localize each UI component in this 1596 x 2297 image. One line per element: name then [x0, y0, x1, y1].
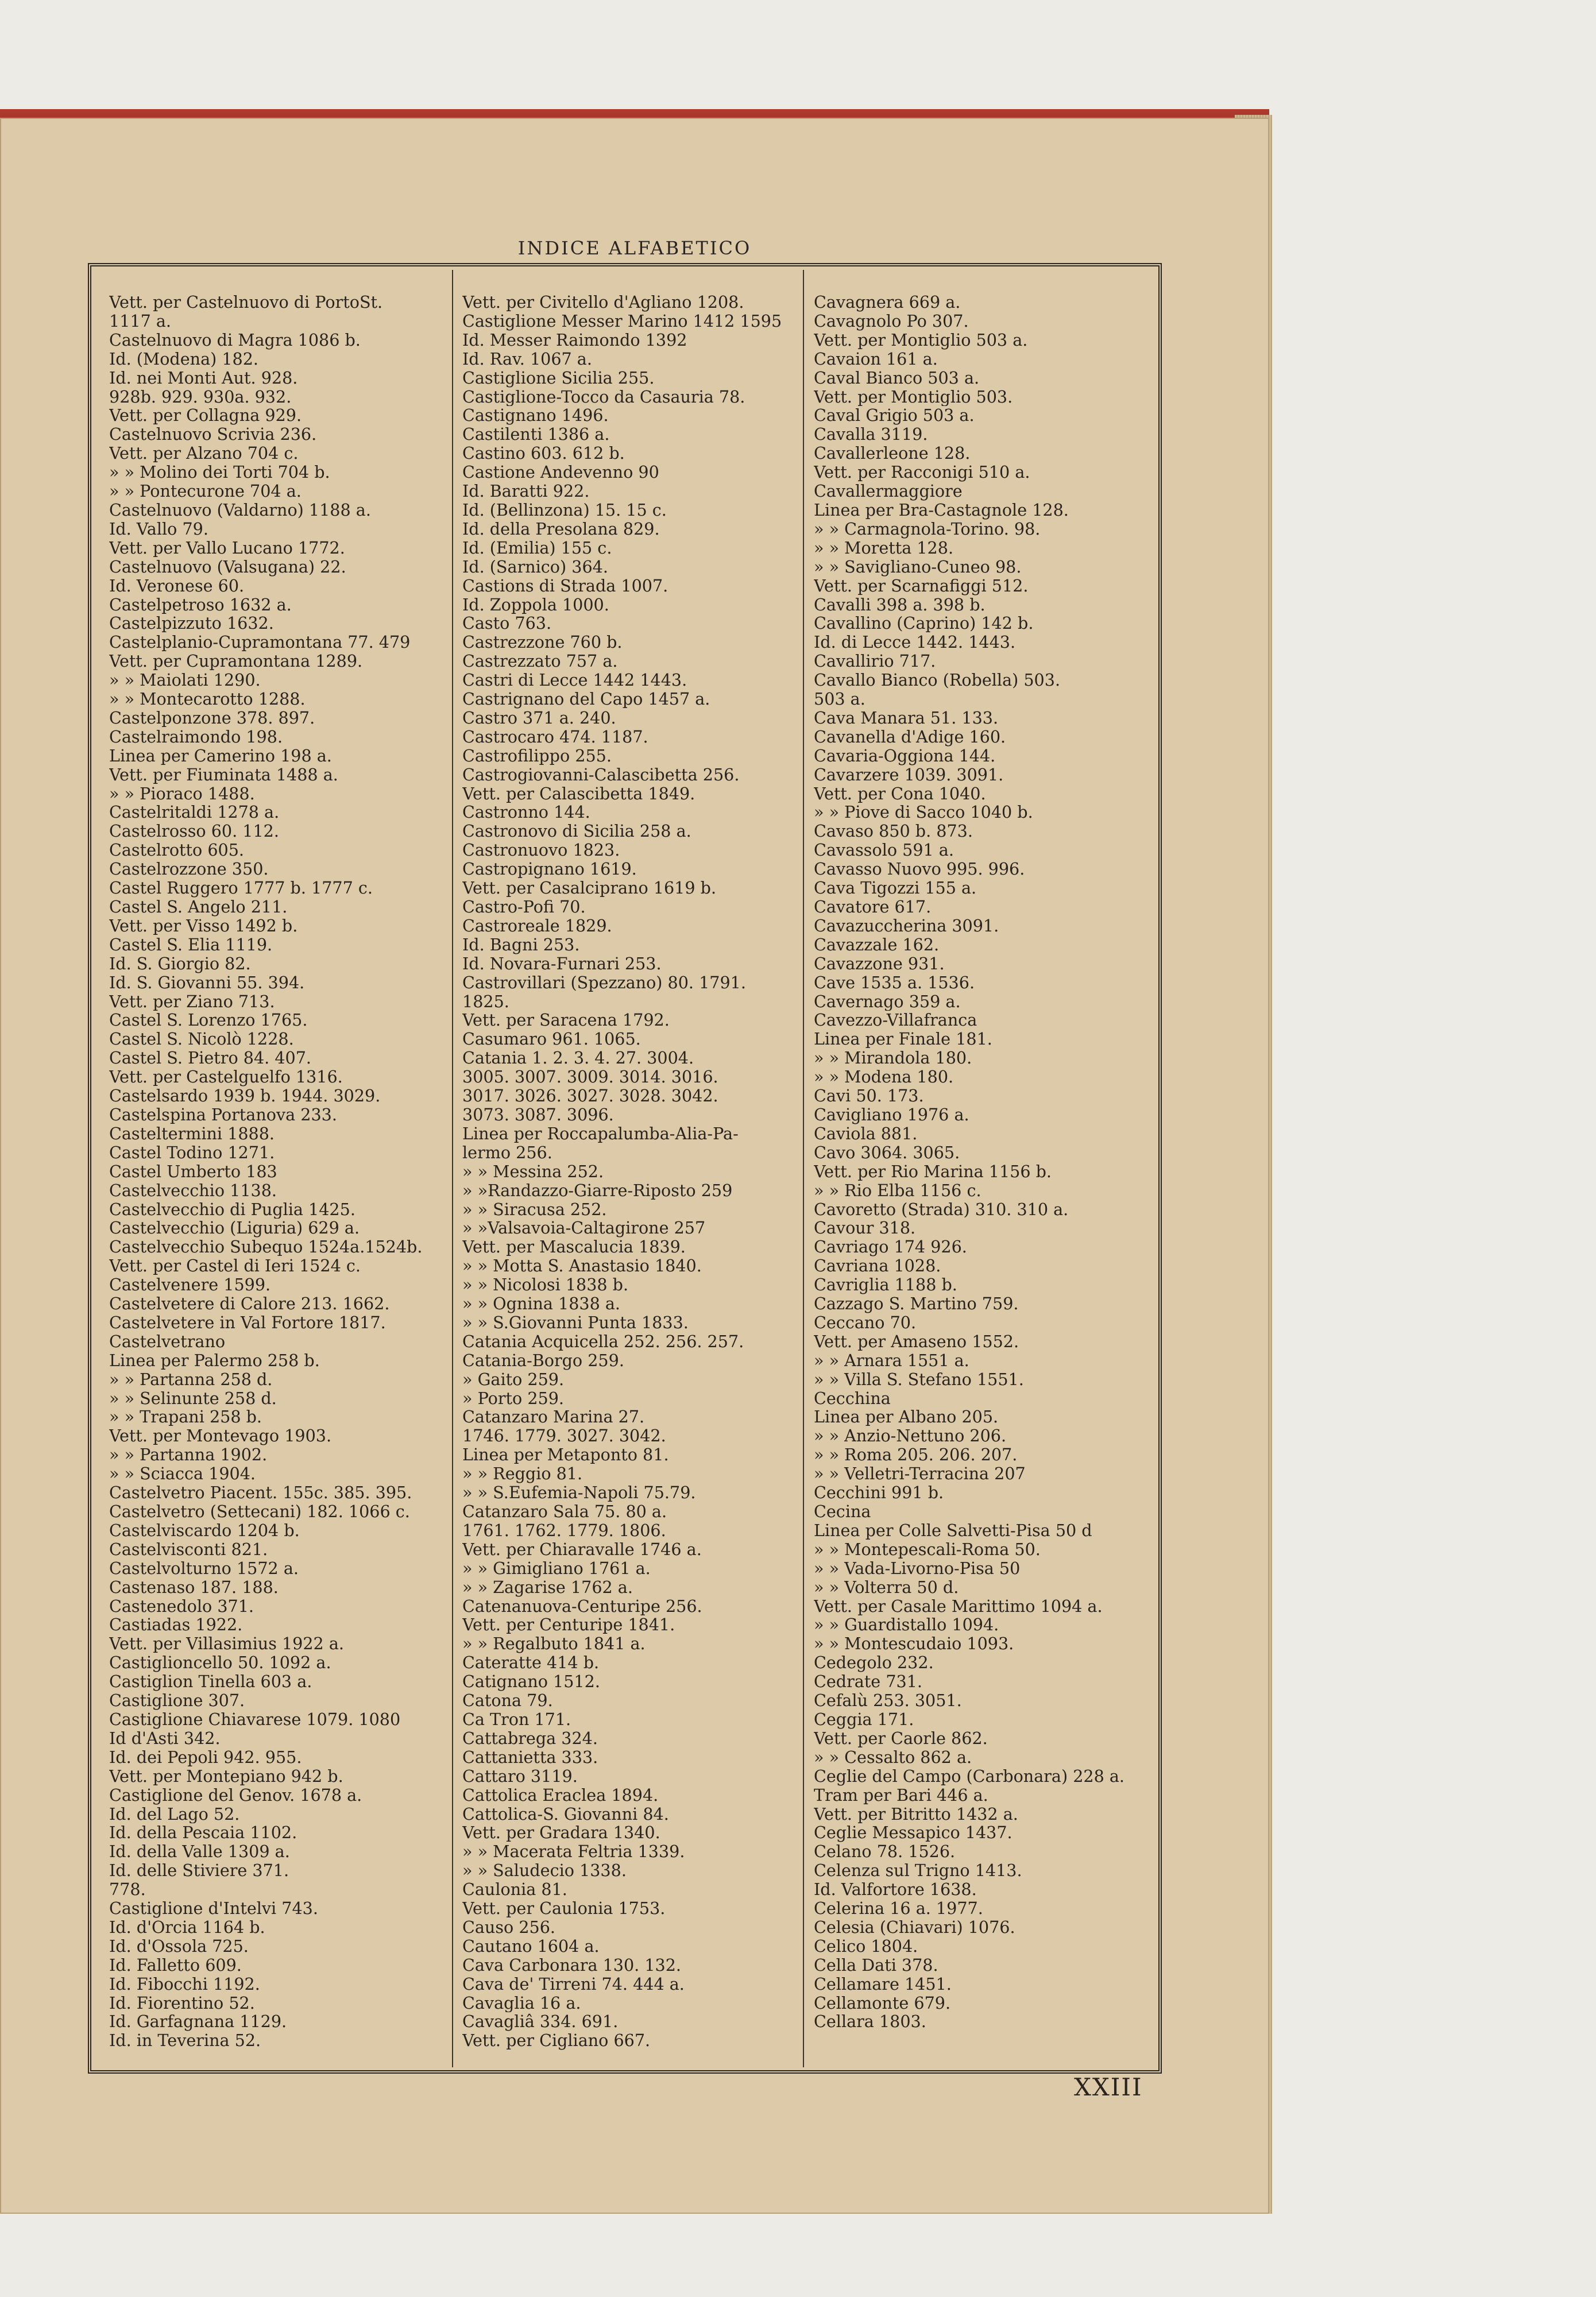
index-entry: Castignano 1496. — [462, 406, 609, 426]
column-rule — [803, 270, 804, 2067]
index-entry: Castilenti 1386 a. — [462, 425, 610, 444]
index-entry: » » Moretta 128. — [814, 538, 954, 558]
index-entry: Ca Tron 171. — [462, 1710, 571, 1729]
index-entry: » » Roma 205. 206. 207. — [814, 1445, 1018, 1465]
index-entry: Cefalù 253. 3051. — [814, 1691, 962, 1710]
index-entry: Castenedolo 371. — [109, 1596, 254, 1616]
index-entry: Cavallermaggiore — [814, 482, 963, 501]
index-entry: Castelritaldi 1278 a. — [109, 803, 280, 822]
index-entry: Linea per Albano 205. — [814, 1407, 999, 1427]
index-entry: » » Messina 252. — [462, 1162, 604, 1181]
index-entry: Vett. per Bitritto 1432 a. — [814, 1804, 1018, 1824]
index-entry: Castel S. Nicolò 1228. — [109, 1030, 294, 1049]
index-entry: Casto 763. — [462, 614, 552, 633]
index-entry: Cavagnera 669 a. — [814, 293, 961, 312]
index-entry: » » Sciacca 1904. — [109, 1464, 256, 1484]
index-entry: Castelplanio-Cupramontana 77. 479 — [109, 633, 411, 652]
index-entry: Celenza sul Trigno 1413. — [814, 1861, 1022, 1881]
index-entry: » » Modena 180. — [814, 1068, 954, 1087]
index-entry: » Gaito 259. — [462, 1370, 565, 1389]
index-entry: » » Cessalto 862 a. — [814, 1747, 972, 1767]
index-entry: Vett. per Civitello d'Agliano 1208. — [462, 293, 744, 312]
index-entry: Castropignano 1619. — [462, 860, 637, 879]
index-entry: Castelnuovo Scrivia 236. — [109, 425, 317, 444]
index-entry: Vett. per Casale Marittimo 1094 a. — [814, 1596, 1103, 1616]
index-entry: Id. Baratti 922. — [462, 482, 590, 501]
index-entry: Linea per Colle Salvetti-Pisa 50 d — [814, 1521, 1092, 1540]
index-entry: » » Gimigliano 1761 a. — [462, 1559, 651, 1578]
index-entry: Cavriana 1028. — [814, 1256, 941, 1276]
index-entry: Id. della Pescaia 1102. — [109, 1823, 297, 1843]
index-entry: » » S.Eufemia-Napoli 75.79. — [462, 1483, 696, 1502]
index-entry: » » Pontecurone 704 a. — [109, 482, 302, 501]
index-entry: » » Motta S. Anastasio 1840. — [462, 1256, 702, 1276]
index-entry: Cavoretto (Strada) 310. 310 a. — [814, 1200, 1069, 1219]
index-entry: Castel Umberto 183 — [109, 1162, 277, 1181]
index-entry: Id. Falletto 609. — [109, 1955, 242, 1975]
index-entry: Tram per Bari 446 a. — [814, 1785, 988, 1805]
index-entry: Castiglioncello 50. 1092 a. — [109, 1653, 331, 1673]
index-entry: Castino 603. 612 b. — [462, 444, 625, 463]
index-entry: Castelviscardo 1204 b. — [109, 1521, 300, 1540]
index-entry: » » Zagarise 1762 a. — [462, 1577, 633, 1597]
index-entry: Castronuovo 1823. — [462, 841, 620, 860]
index-entry: Vett. per Casalciprano 1619 b. — [462, 879, 717, 898]
index-entry: Castel S. Elia 1119. — [109, 935, 273, 954]
index-entry: Castelvisconti 821. — [109, 1540, 268, 1559]
index-entry: » » Maiolati 1290. — [109, 671, 261, 690]
index-entry: » » Mirandola 180. — [814, 1049, 972, 1068]
index-entry: » » Ognina 1838 a. — [462, 1294, 621, 1313]
index-entry: Catanzaro Sala 75. 80 a. — [462, 1502, 667, 1521]
index-entry: Vett. per Saracena 1792. — [462, 1011, 670, 1030]
index-entry: Vett. per Montepiano 942 b. — [109, 1766, 343, 1786]
index-entry: Catania 1. 2. 3. 4. 27. 3004. — [462, 1049, 694, 1068]
index-entry: » » Velletri-Terracina 207 — [814, 1464, 1026, 1484]
index-entry: Castione Andevenno 90 — [462, 463, 659, 482]
index-entry: Castelpetroso 1632 a. — [109, 595, 292, 614]
index-entry: 3073. 3087. 3096. — [462, 1105, 614, 1124]
index-entry: » » Vada-Livorno-Pisa 50 — [814, 1559, 1021, 1578]
index-entry: » » Piove di Sacco 1040 b. — [814, 803, 1033, 822]
index-entry: Cecina — [814, 1502, 871, 1521]
index-entry: Cavriago 174 926. — [814, 1238, 967, 1257]
index-entry: Castel Ruggero 1777 b. 1777 c. — [109, 879, 373, 898]
index-entry: Cavatore 617. — [814, 898, 932, 917]
index-entry: Id. Valfortore 1638. — [814, 1880, 977, 1900]
index-entry: » » Pioraco 1488. — [109, 784, 255, 803]
index-entry: Id. nei Monti Aut. 928. — [109, 368, 298, 388]
index-entry: Cavarzere 1039. 3091. — [814, 765, 1004, 784]
index-entry: Catignano 1512. — [462, 1672, 600, 1692]
index-entry: Cavazzale 162. — [814, 935, 940, 954]
index-entry: Castelvecchio Subequo 1524a.1524b. — [109, 1238, 423, 1257]
index-entry: Cavazuccherina 3091. — [814, 916, 999, 935]
index-entry: 503 a. — [814, 690, 865, 709]
index-entry: Castelvetere in Val Fortore 1817. — [109, 1313, 386, 1332]
index-entry: Castelvetrano — [109, 1332, 226, 1351]
index-entry: Cecchini 991 b. — [814, 1483, 944, 1502]
index-entry: Castions di Strada 1007. — [462, 576, 668, 595]
index-entry: » » S.Giovanni Punta 1833. — [462, 1313, 689, 1332]
index-entry: » » Saludecio 1338. — [462, 1861, 627, 1881]
index-entry: Castelspina Portanova 233. — [109, 1105, 337, 1124]
index-entry: Id. Garfagnana 1129. — [109, 2012, 287, 2032]
index-entry: Id. (Emilia) 155 c. — [462, 538, 612, 558]
index-entry: Cavallo Bianco (Robella) 503. — [814, 671, 1061, 690]
index-entry: 928b. 929. 930a. 932. — [109, 387, 292, 407]
index-entry: Castenaso 187. 188. — [109, 1577, 279, 1597]
index-entry: » » Savigliano-Cuneo 98. — [814, 557, 1022, 577]
index-entry: » » Nicolosi 1838 b. — [462, 1275, 629, 1295]
index-entry: Vett. per Alzano 704 c. — [109, 444, 299, 463]
index-entry: Castel Todino 1271. — [109, 1143, 275, 1162]
index-entry: Vett. per Villasimius 1922 a. — [109, 1634, 344, 1654]
index-entry: Castri di Lecce 1442 1443. — [462, 671, 687, 690]
index-entry: » » Siracusa 252. — [462, 1200, 607, 1219]
index-entry: Casumaro 961. 1065. — [462, 1030, 641, 1049]
index-entry: Castrezzone 760 b. — [462, 633, 623, 652]
index-entry: Castelnuovo di Magra 1086 b. — [109, 330, 361, 350]
index-entry: Castelvecchio 1138. — [109, 1181, 277, 1200]
index-entry: Id. delle Stiviere 371. — [109, 1861, 289, 1881]
index-entry: Cella Dati 378. — [814, 1955, 938, 1975]
index-entry: Caviola 881. — [814, 1124, 918, 1143]
index-entry: Cavo 3064. 3065. — [814, 1143, 960, 1162]
index-entry: Causo 256. — [462, 1917, 555, 1937]
index-entry: Id. (Bellinzona) 15. 15 c. — [462, 500, 667, 520]
index-entry: Castelnuovo (Valdarno) 1188 a. — [109, 500, 371, 520]
index-entry: Id. d'Orcia 1164 b. — [109, 1917, 265, 1937]
index-entry: Vett. per Centuripe 1841. — [462, 1615, 675, 1635]
index-entry: Cavallirio 717. — [814, 652, 936, 671]
index-entry: » » Trapani 258 b. — [109, 1407, 262, 1427]
index-entry: Cecchina — [814, 1389, 891, 1408]
index-entry: Vett. per Montiglio 503. — [814, 387, 1013, 407]
index-entry: Casteltermini 1888. — [109, 1124, 275, 1143]
index-entry: Vett. per Caorle 862. — [814, 1728, 988, 1748]
index-entry: Cavezzo-Villafranca — [814, 1011, 977, 1030]
index-entry: Celano 78. 1526. — [814, 1842, 956, 1862]
index-entry: Castelvecchio (Liguria) 629 a. — [109, 1219, 360, 1238]
index-entry: Castiglione Messer Marino 1412 1595 — [462, 311, 782, 331]
index-entry: Catona 79. — [462, 1691, 553, 1710]
index-entry: Celerina 16 a. 1977. — [814, 1899, 983, 1918]
index-entry: Vett. per Scarnafiggi 512. — [814, 576, 1029, 595]
index-entry: Cattabrega 324. — [462, 1728, 598, 1748]
index-entry: Cedegolo 232. — [814, 1653, 934, 1673]
index-entry: Castelrosso 60. 112. — [109, 822, 279, 841]
index-entry: Cavagliâ 334. 691. — [462, 2012, 619, 2032]
index-entry: Id. Veronese 60. — [109, 576, 245, 595]
index-entry: Vett. per Gradara 1340. — [462, 1823, 660, 1843]
index-entry: Vett. per Castel di Ieri 1524 c. — [109, 1256, 361, 1276]
index-entry: Castro 371 a. 240. — [462, 708, 616, 728]
index-entry: Cava Manara 51. 133. — [814, 708, 999, 728]
index-entry: Castelvolturno 1572 a. — [109, 1559, 299, 1578]
index-entry: Castelnuovo (Valsugana) 22. — [109, 557, 346, 577]
index-entry: Cavasso Nuovo 995. 996. — [814, 860, 1025, 879]
index-entry: Castelvenere 1599. — [109, 1275, 271, 1295]
index-entry: Celesia (Chiavari) 1076. — [814, 1917, 1015, 1937]
index-entry: » » Arnara 1551 a. — [814, 1351, 969, 1370]
index-entry: Id. d'Ossola 725. — [109, 1936, 249, 1956]
index-entry: Vett. per Cupramontana 1289. — [109, 652, 363, 671]
index-entry: Vett. per Castelnuovo di PortoSt. — [109, 293, 383, 312]
index-entry: Castiglione del Genov. 1678 a. — [109, 1785, 362, 1805]
index-entry: Castiglione d'Intelvi 743. — [109, 1899, 318, 1918]
index-entry: » » Partanna 258 d. — [109, 1370, 273, 1389]
index-entry: Castrogiovanni-Calascibetta 256. — [462, 765, 740, 784]
index-entry: Cavanella d'Adige 160. — [814, 727, 1006, 747]
index-entry: Id. S. Giovanni 55. 394. — [109, 973, 305, 992]
index-entry: Vett. per Montevago 1903. — [109, 1426, 332, 1446]
index-entry: Id. della Presolana 829. — [462, 519, 660, 539]
index-entry: Castiadas 1922. — [109, 1615, 243, 1635]
index-entry: Vett. per Fiuminata 1488 a. — [109, 765, 338, 784]
index-entry: Cautano 1604 a. — [462, 1936, 600, 1956]
index-entry: Castronovo di Sicilia 258 a. — [462, 822, 691, 841]
index-entry: Castiglione-Tocco da Casauria 78. — [462, 387, 745, 407]
index-entry: Cavalli 398 a. 398 b. — [814, 595, 986, 614]
index-entry: Cavaglia 16 a. — [462, 1993, 581, 2013]
index-entry: » »Randazzo-Giarre-Riposto 259 — [462, 1181, 733, 1200]
index-entry: Vett. per Caulonia 1753. — [462, 1899, 666, 1918]
index-entry: Castel S. Angelo 211. — [109, 898, 288, 917]
index-entry: » » Selinunte 258 d. — [109, 1389, 277, 1408]
index-entry: Cavaso 850 b. 873. — [814, 822, 973, 841]
index-column-1 — [109, 293, 436, 2050]
index-entry: 1746. 1779. 3027. 3042. — [462, 1426, 666, 1446]
index-entry: » » Volterra 50 d. — [814, 1577, 959, 1597]
index-entry: Cavaria-Oggiona 144. — [814, 746, 996, 765]
index-entry: Id. del Lago 52. — [109, 1804, 240, 1824]
column-rule — [452, 270, 453, 2067]
index-entry: Id. Bagni 253. — [462, 935, 580, 954]
index-entry: Cavalla 3119. — [814, 425, 928, 444]
index-entry: Id d'Asti 342. — [109, 1728, 221, 1748]
index-entry: Id. di Lecce 1442. 1443. — [814, 633, 1016, 652]
index-entry: Vett. per Visso 1492 b. — [109, 916, 298, 935]
index-entry: Caval Bianco 503 a. — [814, 368, 980, 388]
index-entry: Cavernago 359 a. — [814, 992, 961, 1011]
index-entry: Ceglie del Campo (Carbonara) 228 a. — [814, 1766, 1125, 1786]
index-entry: Vett. per Collagna 929. — [109, 406, 302, 426]
index-entry: Castelsardo 1939 b. 1944. 3029. — [109, 1086, 381, 1105]
index-entry: Castelponzone 378. 897. — [109, 708, 315, 728]
index-entry: lermo 256. — [462, 1143, 552, 1162]
index-entry: Cattolica-S. Giovanni 84. — [462, 1804, 669, 1824]
index-entry: » » Regalbuto 1841 a. — [462, 1634, 646, 1654]
index-entry: Linea per Palermo 258 b. — [109, 1351, 320, 1370]
index-entry: Linea per Metaponto 81. — [462, 1445, 669, 1465]
index-entry: Castelraimondo 198. — [109, 727, 283, 747]
index-entry: Castelrozzone 350. — [109, 860, 269, 879]
index-entry: Castrofilippo 255. — [462, 746, 612, 765]
index-entry: Id. Fibocchi 1192. — [109, 1974, 260, 1994]
index-entry: Vett. per Mascalucia 1839. — [462, 1238, 686, 1257]
index-entry: 3005. 3007. 3009. 3014. 3016. — [462, 1068, 718, 1087]
index-entry: Cazzago S. Martino 759. — [814, 1294, 1019, 1313]
index-entry: » » Guardistallo 1094. — [814, 1615, 999, 1635]
index-entry: » » Partanna 1902. — [109, 1445, 268, 1465]
index-entry: » Porto 259. — [462, 1389, 565, 1408]
index-entry: Caval Grigio 503 a. — [814, 406, 975, 426]
index-entry: Id. Novara-Furnari 253. — [462, 954, 662, 973]
index-entry: Cave 1535 a. 1536. — [814, 973, 975, 992]
index-entry: Cellara 1803. — [814, 2012, 926, 2032]
index-entry: Vett. per Montiglio 503 a. — [814, 330, 1028, 350]
index-column-2 — [462, 293, 790, 2050]
index-entry: Castiglione Sicilia 255. — [462, 368, 655, 388]
index-entry: Castrezzato 757 a. — [462, 652, 618, 671]
index-entry: Cavigliano 1976 a. — [814, 1105, 969, 1124]
index-entry: Vett. per Cona 1040. — [814, 784, 986, 803]
index-entry: Vett. per Rio Marina 1156 b. — [814, 1162, 1052, 1181]
index-entry: Cavazzone 931. — [814, 954, 945, 973]
index-entry: » » Montepescali-Roma 50. — [814, 1540, 1041, 1559]
index-entry: Cava Carbonara 130. 132. — [462, 1955, 682, 1975]
index-entry: Id. Vallo 79. — [109, 519, 208, 539]
index-entry: Cattanietta 333. — [462, 1747, 598, 1767]
index-entry: Vett. per Castelguelfo 1316. — [109, 1068, 343, 1087]
index-entry: 1761. 1762. 1779. 1806. — [462, 1521, 666, 1540]
index-entry: Castronno 144. — [462, 803, 590, 822]
index-entry: » » Villa S. Stefano 1551. — [814, 1370, 1024, 1389]
index-entry: Id. S. Giorgio 82. — [109, 954, 251, 973]
index-entry: » » Reggio 81. — [462, 1464, 583, 1484]
index-entry: Vett. per Vallo Lucano 1772. — [109, 538, 345, 558]
index-entry: Linea per Bra-Castagnole 128. — [814, 500, 1069, 520]
index-entry: Id. Fiorentino 52. — [109, 1993, 255, 2013]
index-entry: Castelrotto 605. — [109, 841, 244, 860]
index-entry: Id. Rav. 1067 a. — [462, 349, 592, 369]
index-entry: Catania Acquicella 252. 256. 257. — [462, 1332, 744, 1351]
index-entry: 3017. 3026. 3027. 3028. 3042. — [462, 1086, 718, 1105]
index-entry: Catenanuova-Centuripe 256. — [462, 1596, 702, 1616]
index-entry: Castroreale 1829. — [462, 916, 612, 935]
index-entry: » » Molino dei Torti 704 b. — [109, 463, 330, 482]
index-entry: Id. (Sarnico) 364. — [462, 557, 608, 577]
index-entry: Castelvetro (Settecani) 182. 1066 c. — [109, 1502, 410, 1521]
index-entry: Vett. per Chiaravalle 1746 a. — [462, 1540, 702, 1559]
index-entry: Vett. per Ziano 713. — [109, 992, 275, 1011]
index-entry: » »Valsavoia-Caltagirone 257 — [462, 1219, 706, 1238]
index-entry: 1117 a. — [109, 311, 171, 331]
index-entry: Id. della Valle 1309 a. — [109, 1842, 290, 1862]
index-entry: Cavi 50. 173. — [814, 1086, 924, 1105]
index-entry: Cellamare 1451. — [814, 1974, 952, 1994]
index-entry: Ceggia 171. — [814, 1710, 914, 1729]
index-entry: Castiglione Chiavarese 1079. 1080 — [109, 1710, 401, 1729]
index-entry: 1825. — [462, 992, 509, 1011]
index-entry: Celico 1804. — [814, 1936, 918, 1956]
index-entry: Castrocaro 474. 1187. — [462, 727, 648, 747]
running-head: INDICE ALFABETICO — [517, 237, 752, 259]
index-entry: Vett. per Calascibetta 1849. — [462, 784, 695, 803]
index-entry: Vett. per Cigliano 667. — [462, 2031, 651, 2050]
index-entry: » » Montecarotto 1288. — [109, 690, 306, 709]
index-entry: Cava de' Tirreni 74. 444 a. — [462, 1974, 685, 1994]
index-entry: Castelvetere di Calore 213. 1662. — [109, 1294, 390, 1313]
index-entry: Cavriglia 1188 b. — [814, 1275, 957, 1295]
index-entry: 778. — [109, 1880, 146, 1900]
index-entry: Cellamonte 679. — [814, 1993, 951, 2013]
index-entry: Catanzaro Marina 27. — [462, 1407, 645, 1427]
index-entry: Id. (Modena) 182. — [109, 349, 259, 369]
index-entry: Cattolica Eraclea 1894. — [462, 1785, 659, 1805]
index-entry: Castel S. Lorenzo 1765. — [109, 1011, 308, 1030]
index-entry: Linea per Camerino 198 a. — [109, 746, 332, 765]
index-entry: Cava Tigozzi 155 a. — [814, 879, 977, 898]
index-entry: Cedrate 731. — [814, 1672, 922, 1692]
index-entry: Cavallerleone 128. — [814, 444, 971, 463]
index-entry: Linea per Finale 181. — [814, 1030, 992, 1049]
index-entry: Cattaro 3119. — [462, 1766, 578, 1786]
index-entry: Castelpizzuto 1632. — [109, 614, 274, 633]
index-entry: Id. Zoppola 1000. — [462, 595, 609, 614]
index-entry: Vett. per Amaseno 1552. — [814, 1332, 1019, 1351]
index-entry: Ceccano 70. — [814, 1313, 917, 1332]
index-entry: Cavallino (Caprino) 142 b. — [814, 614, 1034, 633]
index-entry: Castrignano del Capo 1457 a. — [462, 690, 710, 709]
index-entry: Castel S. Pietro 84. 407. — [109, 1049, 311, 1068]
index-entry: Id. in Teverina 52. — [109, 2031, 261, 2050]
index-entry: Caulonia 81. — [462, 1880, 567, 1900]
index-entry: Id. Messer Raimondo 1392 — [462, 330, 687, 350]
index-entry: Castiglion Tinella 603 a. — [109, 1672, 312, 1692]
index-entry: Cavaion 161 a. — [814, 349, 938, 369]
index-entry: Cavour 318. — [814, 1219, 916, 1238]
index-entry: » » Rio Elba 1156 c. — [814, 1181, 981, 1200]
index-entry: Ceglie Messapico 1437. — [814, 1823, 1013, 1843]
index-entry: » » Montescudaio 1093. — [814, 1634, 1014, 1654]
index-entry: Cavagnolo Po 307. — [814, 311, 969, 331]
index-entry: Vett. per Racconigi 510 a. — [814, 463, 1030, 482]
index-entry: » » Carmagnola-Torino. 98. — [814, 519, 1041, 539]
index-entry: Linea per Roccapalumba-Alia-Pa- — [462, 1124, 739, 1143]
index-entry: » » Macerata Feltria 1339. — [462, 1842, 685, 1862]
index-entry: Cavassolo 591 a. — [814, 841, 954, 860]
index-entry: Id. dei Pepoli 942. 955. — [109, 1747, 302, 1767]
index-entry: Cateratte 414 b. — [462, 1653, 600, 1673]
index-entry: Castrovillari (Spezzano) 80. 1791. — [462, 973, 746, 992]
index-entry: » » Anzio-Nettuno 206. — [814, 1426, 1007, 1446]
index-entry: Castiglione 307. — [109, 1691, 245, 1710]
index-column-3 — [814, 293, 1141, 2050]
index-entry: Castro-Pofi 70. — [462, 898, 586, 917]
index-entry: Castelvecchio di Puglia 1425. — [109, 1200, 355, 1219]
index-entry: Castelvetro Piacent. 155c. 385. 395. — [109, 1483, 412, 1502]
index-entry: Catania-Borgo 259. — [462, 1351, 624, 1370]
page-number: XXIII — [1074, 2073, 1143, 2101]
